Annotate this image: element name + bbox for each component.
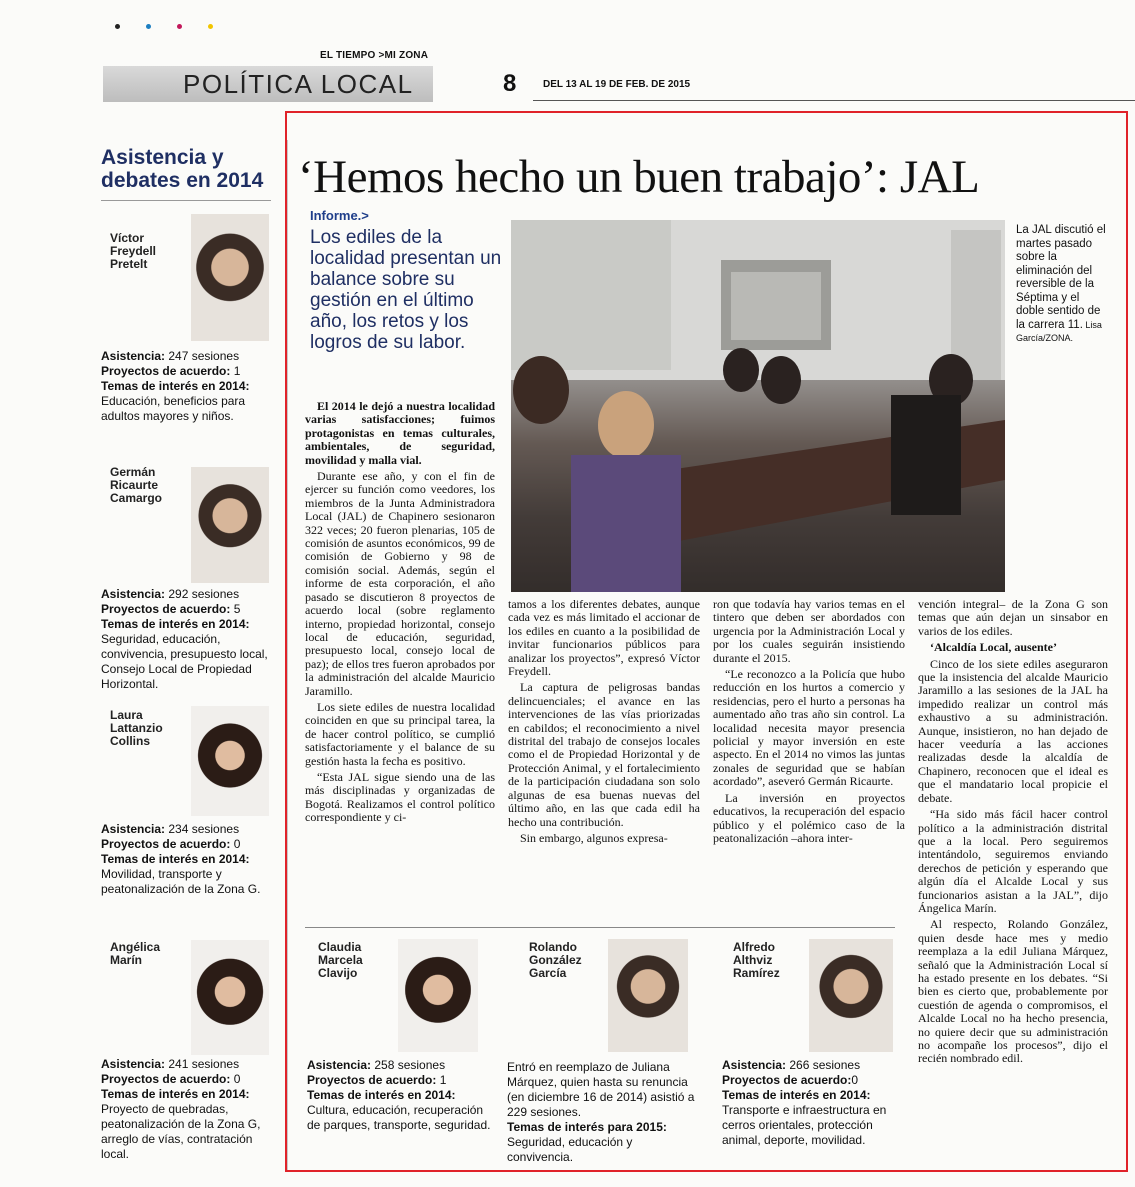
stat-value: 292 sesiones	[165, 587, 240, 601]
page-number: 8	[503, 70, 517, 97]
stat-label: Proyectos de acuerdo:	[101, 1072, 231, 1086]
stat-value: 266 sesiones	[786, 1058, 861, 1072]
article-paragraph: “Le reconozco a la Policía que hubo reducción en los hurtos a comercio y residencias, pero el hurto a personas ha aumentado año tras año sin control. La localidad necesita mayor presencia policial y mayor inversión en este aspecto. En el 2014 no vimos las juntas zonales de seguridad que se habían acordado”, aseveró Germán Ricaurte.	[713, 667, 905, 789]
stat-value: Seguridad, educación, convivencia, presupuesto local, Consejo Local de Propiedad Horizontal.	[101, 632, 268, 691]
article-paragraph: Cinco de los siete ediles aseguraron que la insistencia del alcalde Mauricio Jaramillo a las sesiones de la JAL ha impedido realizar un control más exhaustivo a su administración. Aunque, insistieron, no han dejado de hacer veeduría a las acciones realizadas desde la alcaldía de Chapinero, reconocen que el ideal es que el mandatario local propicie el debate.	[918, 656, 1108, 805]
stat-value: 1	[230, 364, 241, 378]
article-photo	[511, 220, 1005, 592]
member-photo	[191, 706, 269, 816]
meeting-room-illustration	[511, 220, 1005, 592]
stat-value: Transporte e infraestructura en cerros orientales, protección animal, deporte, movilidad.	[722, 1103, 887, 1147]
stat-value: 0	[851, 1073, 859, 1087]
member-name: Víctor Freydell Pretelt	[110, 231, 157, 271]
stat-value: 5	[230, 602, 241, 616]
section-header	[103, 66, 1133, 102]
stat-value: 247 sesiones	[165, 349, 240, 363]
masthead-brand: EL TIEMPO >MI ZONA	[320, 50, 429, 61]
member-name: Angélica Marín	[110, 940, 161, 967]
article-paragraph: La inversión en proyectos educativos, la recuperación del espacio público y el polémico caso de la peatonalización –ahora inter-	[713, 790, 905, 845]
member-photo	[191, 214, 269, 341]
member-stats	[722, 1058, 902, 1148]
article-paragraph: ron que todavía hay varios temas en el tintero que deben ser abordados con urgencia por la Administración Local y por los cuales seguirán insistiendo durante el 2015.	[713, 597, 905, 665]
stat-label: Temas de interés en 2014:	[101, 852, 250, 866]
stat-label: Proyectos de acuerdo:	[307, 1073, 437, 1087]
stat-value: 234 sesiones	[165, 822, 240, 836]
member-name: Alfredo Althviz Ramírez	[733, 940, 780, 980]
article-paragraph: vención integral– de la Zona G son temas que aún dejan un sinsabor en varios de los ediles.	[918, 597, 1108, 638]
stat-label: Asistencia:	[307, 1058, 372, 1072]
stat-label: Temas de interés en 2014:	[307, 1088, 456, 1102]
stat-value: Proyecto de quebradas, peatonalización de la Zona G, arreglo de vías, contratación local.	[101, 1102, 261, 1161]
print-registration-dots	[115, 16, 239, 34]
article-kicker: Informe.>	[310, 208, 369, 223]
article-column-4	[918, 598, 1108, 1069]
stat-value: Seguridad, educación y convivencia.	[507, 1135, 633, 1164]
stat-value: 241 sesiones	[165, 1057, 240, 1071]
article-deck: Los ediles de la localidad presentan un balance sobre su gestión en el último año, los retos y los logros de su labor.	[310, 227, 502, 353]
stat-label: Temas de interés en 2014:	[101, 379, 250, 393]
issue-date: DEL 13 AL 19 DE FEB. DE 2015	[543, 79, 691, 90]
stat-label: Asistencia:	[101, 587, 166, 601]
member-note: Entró en reemplazo de Juliana Márquez, quien hasta su renuncia (en diciembre 16 de 2014) asistió a 229 sesiones.	[507, 1060, 695, 1119]
stat-value: 1	[436, 1073, 447, 1087]
stat-value: 0	[230, 837, 241, 851]
photo-credit: Lisa García/ZONA.	[1016, 319, 1102, 343]
column-divider	[287, 140, 288, 1170]
member-name: Rolando González García	[529, 940, 582, 980]
section-title: POLÍTICA LOCAL	[183, 69, 414, 99]
stat-value: Movilidad, transporte y peatonalización de la Zona G.	[101, 867, 261, 896]
article-paragraph: “Ha sido más fácil hacer control político a la administración distrital que a la local. Pero seguiremos intentándolo, seguiremos enviando derechos de petición y esperando que algún día el Alcalde Local y sus funcionarios asistan a la JAL”, dijo Ángelica Marín.	[918, 807, 1108, 915]
stat-label: Asistencia:	[101, 1057, 166, 1071]
stat-value: 0	[230, 1072, 241, 1086]
bottom-section-rule	[305, 927, 895, 928]
article-paragraph: “Esta JAL sigue siendo una de las más disciplinadas y organizadas de Bogotá. Realizamos el control político correspondiente y ci-	[305, 769, 495, 825]
member-stats	[101, 822, 281, 897]
stat-label: Temas de interés en 2014:	[722, 1088, 871, 1102]
member-name: Claudia Marcela Clavijo	[318, 940, 363, 980]
stat-label: Temas de interés en 2014:	[101, 1087, 250, 1101]
stat-label: Asistencia:	[101, 822, 166, 836]
article-paragraph: Sin embargo, algunos expresa-	[520, 830, 668, 845]
article-paragraph: La captura de peligrosas bandas delincuenciales; el avance en las intervenciones de las vías priorizadas en cabildos; el reconocimiento a nivel distrital del trabajo de consejos locales como el de Propiedad Horizontal y de Protección Animal, y el fortalecimiento de la participación ciudadana son solo algunas de esa buenas nuevas del último año, en las que cada edil ha hecho una contribución.	[508, 680, 700, 829]
article-paragraph: Durante ese año, y con el fin de ejercer su función como veedores, los miembros de la Junta Administradora Local (JAL) de Chapinero sesionaron 322 veces; 20 fueron plenarias, 105 de comisión de asuntos económicos, 99 de comisión de Gobierno y 98 de comisión social. Además, según el informe de esta corporación, el año pasado se discutieron 8 proyectos de acuerdo local (sobre reglamento interno, propiedad horizontal, consejo local de educación, seguridad, presupuesto local, consejo local de paz); de ellos tres fueron aprobados por la administración del alcalde Mauricio Jaramillo.	[305, 469, 495, 698]
member-name: Germán Ricaurte Camargo	[110, 465, 163, 505]
member-photo	[809, 939, 893, 1052]
stat-value: 258 sesiones	[371, 1058, 446, 1072]
article-paragraph: Los siete ediles de nuestra localidad coinciden en que su principal tarea, la de hacer control político, se cumplió satisfactoriamente y el balance de su gestión hasta la fecha es positivo.	[305, 699, 495, 768]
member-stats	[101, 1057, 281, 1162]
header-rule	[533, 100, 1135, 101]
stat-label: Asistencia:	[101, 349, 166, 363]
article-column-3	[713, 598, 905, 848]
stat-value: Cultura, educación, recuperación de parques, transporte, seguridad.	[307, 1103, 491, 1132]
article-paragraph: Al respecto, Rolando González, quien desde hace mes y medio reemplaza a la edil Juliana Márquez, señaló que la Administración Local sí ha estado presente en los debates. “Si bien es cierto que, probablemente por cuestión de agenda o compromisos, el Alcalde Local no ha hecho presencia, no quiere decir que su administración no acompañe los procesos”, dijo el recién nombrado edil.	[918, 917, 1108, 1066]
member-photo	[191, 467, 269, 583]
photo-caption	[1016, 224, 1108, 346]
stat-label: Proyectos de acuerdo:	[101, 602, 231, 616]
sidebar-title-rule	[101, 200, 271, 201]
member-photo	[398, 939, 478, 1052]
photo-caption-text: La JAL discutió el martes pasado sobre la eliminación del reversible de la Séptima y el doble sentido de la carrera 11.	[1016, 224, 1106, 331]
stat-value: Educación, beneficios para adultos mayores y niños.	[101, 394, 246, 423]
article-subheading: ‘Alcaldía Local, ausente’	[930, 640, 1057, 655]
stat-label: Proyectos de acuerdo:	[101, 364, 231, 378]
member-stats	[101, 587, 281, 692]
stat-label: Asistencia:	[722, 1058, 787, 1072]
member-name: Laura Lattanzio Collins	[110, 708, 163, 748]
member-photo	[608, 939, 688, 1052]
article-column-1	[305, 400, 495, 828]
stat-label: Temas de interés para 2015:	[507, 1120, 667, 1134]
member-stats	[307, 1058, 497, 1133]
stat-label: Proyectos de acuerdo:	[722, 1073, 852, 1087]
sidebar-title: Asistencia y debates en 2014	[101, 146, 264, 192]
stat-label: Temas de interés en 2014:	[101, 617, 250, 631]
member-stats	[101, 349, 281, 424]
article-headline: ‘Hemos hecho un buen trabajo’: JAL	[298, 151, 980, 203]
stat-label: Proyectos de acuerdo:	[101, 837, 231, 851]
article-paragraph: El 2014 le dejó a nuestra localidad varias satisfacciones; fuimos protagonistas en temas culturales, ambientales, de seguridad, movilidad y malla vial.	[305, 399, 495, 467]
article-column-2	[508, 598, 700, 848]
member-photo	[191, 940, 269, 1055]
member-stats	[507, 1060, 697, 1165]
article-paragraph: tamos a los diferentes debates, aunque cada vez es más limitado el accionar de los ediles en cuanto a la posibilidad de invitar funcionarios públicos para analizar los proyectos”, expresó Víctor Freydell.	[508, 597, 700, 679]
